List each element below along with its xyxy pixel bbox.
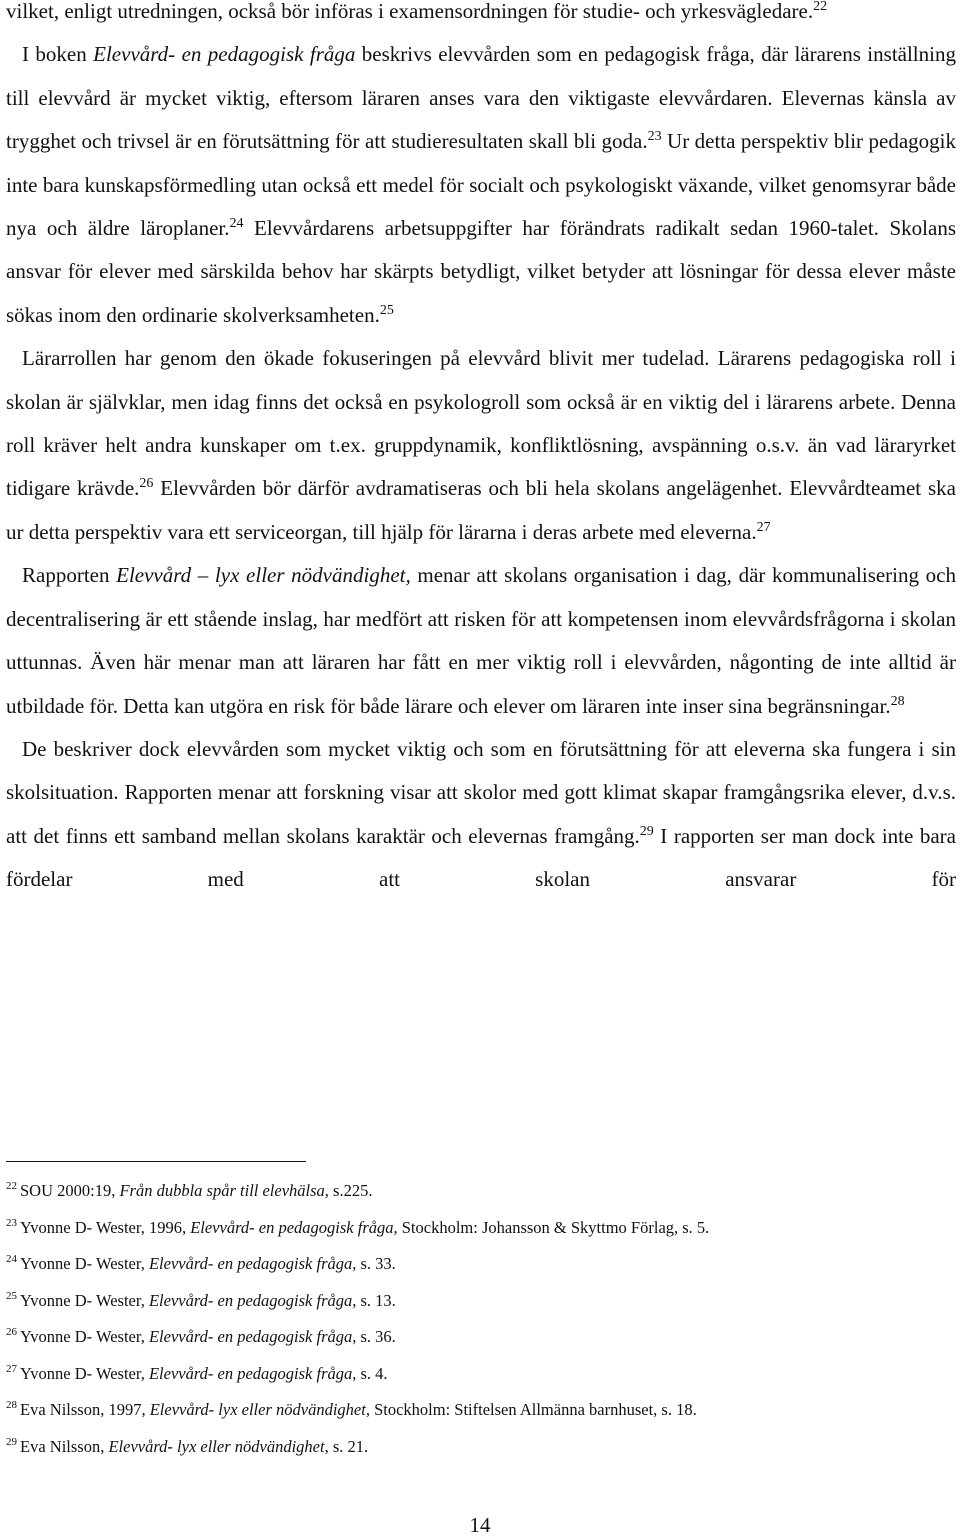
footnote-24 xyxy=(6,1250,956,1287)
paragraph-text: Rapporten xyxy=(22,563,117,588)
paragraph-text: I boken xyxy=(22,42,94,67)
footnote-28 xyxy=(6,1396,956,1433)
footnote-title: Elevvård- en pedagogisk fråga xyxy=(190,1217,394,1237)
footnote-29 xyxy=(6,1433,956,1470)
footnote-separator xyxy=(6,1161,306,1162)
footnote-ref-27[interactable]: 27 xyxy=(756,519,771,535)
footnote-ref-23[interactable]: 23 xyxy=(647,129,662,145)
footnote-text: , Stockholm: Johansson & Skyttmo Förlag, s. 5. xyxy=(393,1217,710,1237)
footnote-title: Elevvård- lyx eller nödvändighet xyxy=(108,1436,325,1456)
footnote-text: SOU 2000:19, xyxy=(20,1181,120,1200)
footnote-title: Från dubbla spår till elevhälsa xyxy=(119,1181,325,1200)
footnote-text: Yvonne D- Wester, xyxy=(20,1290,149,1310)
footnote-ref-24[interactable]: 24 xyxy=(229,216,244,232)
paragraph-text: vilket, enligt utredningen, också bör införas i examensordningen för studie- och yrkesvägledare. xyxy=(6,0,814,23)
paragraph-text: Elevvårdarens arbetsuppgifter har förändrats radikalt sedan 1960-talet. Skolans ansvar för elever med särskilda behov har skärpts betydligt, vilket betyder att lösningar för dessa elever måste sökas inom den ordinarie skolverksamheten. xyxy=(6,216,956,327)
footnote-title: Elevvård- en pedagogisk fråga xyxy=(148,1327,353,1346)
footnote-number: 26 xyxy=(6,1326,17,1338)
paragraph-text: beskrivs elevvården som en pedagogisk fråga, där lärarens inställning till elevvård är mycket viktig, eftersom läraren anses vara den viktigaste elevvårdaren. Elevernas känsla av trygghet och trivsel är en förutsättning för att studieresultaten skall bli goda. xyxy=(6,42,956,154)
body-text xyxy=(6,0,956,902)
paragraph-text: De beskriver dock elevvården som mycket viktig och som en förutsättning för att eleverna ska fungera i sin skolsituation. Rapporten menar att forskning visar att skolor med gott klimat skapar framgångsrika elever, d.v.s. att det finns ett samband mellan skolans karaktär och elevernas framgång. xyxy=(6,736,956,848)
footnote-text: Eva Nilsson, xyxy=(20,1436,109,1456)
paragraph-3 xyxy=(6,337,956,554)
footnote-number: 22 xyxy=(6,1180,17,1192)
footnote-text: , s.225. xyxy=(324,1181,373,1200)
footnote-text: , s. 36. xyxy=(352,1327,396,1346)
paragraph-text: Ur detta perspektiv blir pedagogik inte bara kunskapsförmedling utan också ett medel för socialt och psykologiskt växande, vilket genomsyrar både nya och äldre läroplaner. xyxy=(6,129,956,241)
report-title: Elevvård – lyx eller nödvändighet, xyxy=(116,563,411,588)
footnote-number: 27 xyxy=(6,1362,17,1375)
footnote-ref-26[interactable]: 26 xyxy=(139,476,154,492)
footnote-text: Yvonne D- Wester, xyxy=(20,1327,149,1346)
footnote-text: , s. 13. xyxy=(352,1290,396,1310)
footnote-23 xyxy=(6,1214,956,1251)
footnote-title: Elevvård- en pedagogisk fråga xyxy=(148,1254,353,1273)
footnote-ref-28[interactable]: 28 xyxy=(890,693,905,709)
footnote-26 xyxy=(6,1323,956,1360)
paragraph-2 xyxy=(6,33,956,337)
footnote-number: 24 xyxy=(6,1253,17,1265)
paragraph-5 xyxy=(6,728,956,902)
footnote-text: Yvonne D- Wester, xyxy=(20,1363,149,1383)
footnote-number: 23 xyxy=(6,1216,17,1229)
page-number: 14 xyxy=(469,1513,491,1537)
footnote-title: Elevvård- en pedagogisk fråga xyxy=(148,1363,353,1383)
footnote-ref-29[interactable]: 29 xyxy=(639,823,654,839)
footnote-text: , Stockholm: Stiftelsen Allmänna barnhuset, s. 18. xyxy=(365,1400,697,1419)
footnote-text: , s. 4. xyxy=(352,1363,388,1383)
footnote-number: 28 xyxy=(6,1399,17,1411)
footnote-text: Yvonne D- Wester, 1996, xyxy=(20,1217,191,1237)
footnote-27 xyxy=(6,1360,956,1397)
footnote-text: Yvonne D- Wester, xyxy=(20,1254,149,1273)
footnote-text: , s. 21. xyxy=(324,1436,369,1456)
book-title: Elevvård- en pedagogisk fråga xyxy=(93,42,356,67)
paragraph-text: Lärarrollen har genom den ökade fokuseringen på elevvård blivit mer tudelad. Lärarens pedagogiska roll i skolan är självklar, men idag finns det också en psykologroll som också är en viktig del i lärarens arbete. Denna roll kräver helt andra kunskaper om t.ex. gruppdynamik, konfliktlösning, avspänning o.s.v. än vad läraryrket tidigare krävde. xyxy=(6,346,956,501)
footnote-text: Eva Nilsson, 1997, xyxy=(20,1400,150,1419)
footnote-text: , s. 33. xyxy=(352,1254,396,1273)
footnote-25 xyxy=(6,1287,956,1324)
paragraph-text: I rapporten ser man dock inte bara fördelar med att skolan ansvarar för xyxy=(6,823,956,892)
footnote-22 xyxy=(6,1177,956,1214)
footnote-number: 29 xyxy=(6,1435,17,1448)
footnote-title: Elevvård- lyx eller nödvändighet xyxy=(149,1400,366,1419)
footnote-ref-22[interactable]: 22 xyxy=(813,0,828,14)
paragraph-1 xyxy=(6,0,956,33)
paragraph-text: Elevvården bör därför avdramatiseras och bli hela skolans angelägenhet. Elevvårdteamet ska ur detta perspektiv vara ett serviceorgan, till hjälp för lärarna i deras arbete med eleverna. xyxy=(6,476,956,544)
paragraph-text: menar att skolans organisation i dag, där kommunalisering och decentralisering är ett stående inslag, har medfört att risken för att kompetensen inom elevvårdsfrågorna i skolan uttunnas. Även här menar man att läraren har fått en mer viktig roll i elevvården, någonting de inte alltid är utbildade för. Detta kan utgöra en risk för både lärare och elever om läraren inte inser sina begränsningar. xyxy=(6,563,956,718)
footnote-ref-25[interactable]: 25 xyxy=(379,302,394,318)
paragraph-4 xyxy=(6,554,956,728)
footnotes xyxy=(6,1177,956,1469)
footnote-title: Elevvård- en pedagogisk fråga xyxy=(148,1290,353,1310)
footnote-number: 25 xyxy=(6,1289,17,1302)
